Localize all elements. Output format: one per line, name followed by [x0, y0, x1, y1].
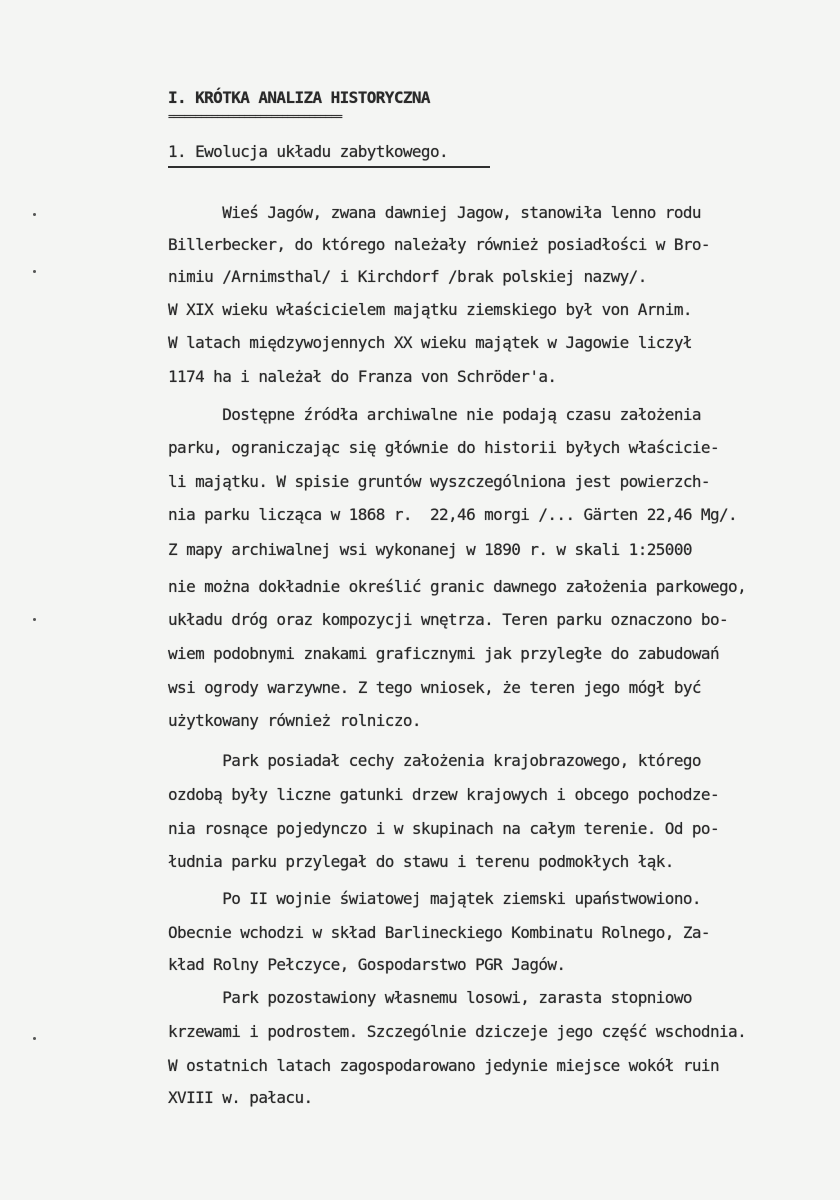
text-line: ozdobą były liczne gatunki drzew krajowych i obcego pochodze- [168, 785, 720, 804]
text-line: W ostatnich latach zagospodarowano jedynie miejsce wokół ruin [168, 1056, 720, 1075]
text-line: układu dróg oraz kompozycji wnętrza. Teren parku oznaczono bo- [168, 610, 729, 629]
text-line: łudnia parku przylegał do stawu i terenu podmokłych łąk. [168, 852, 674, 871]
margin-speck [33, 270, 36, 273]
text-line: Park pozostawiony własnemu losowi, zarasta stopniowo [168, 988, 692, 1007]
text-line: nia parku licząca w 1868 r. 22,46 morgi /... Gärten 22,46 Mg/. [168, 505, 738, 524]
heading-double-underline: ================================ [168, 110, 342, 123]
text-line: nimiu /Arnimsthal/ i Kirchdorf /brak polskiej nazwy/. [168, 267, 647, 286]
section-heading: I. KRÓTKA ANALIZA HISTORYCZNA [168, 88, 430, 107]
subsection-heading: 1. Ewolucja układu zabytkowego. [168, 142, 449, 161]
text-line: Z mapy archiwalnej wsi wykonanej w 1890 r. w skali 1:25000 [168, 540, 692, 559]
text-line: 1174 ha i należał do Franza von Schröder'a. [168, 367, 557, 386]
margin-speck [33, 1037, 36, 1040]
text-line: li majątku. W spisie gruntów wyszczególniona jest powierzch- [168, 472, 710, 491]
text-line: Billerbecker, do którego należały również posiadłości w Bro- [168, 235, 710, 254]
text-line: XVIII w. pałacu. [168, 1088, 313, 1107]
subheading-underline [168, 166, 490, 168]
text-line: kład Rolny Pełczyce, Gospodarstwo PGR Jagów. [168, 955, 566, 974]
text-line: wiem podobnymi znakami graficznymi jak przyległe do zabudowań [168, 644, 720, 663]
text-line: Wieś Jagów, zwana dawniej Jagow, stanowiła lenno rodu [168, 203, 701, 222]
text-line: nia rosnące pojedynczo i w skupinach na całym terenie. Od po- [168, 819, 720, 838]
text-line: parku, ograniczając się głównie do historii byłych właściciе- [168, 438, 720, 457]
text-line: Obecnie wchodzi w skład Barlineckiego Kombinatu Rolnego, Za- [168, 923, 710, 942]
text-line: W latach międzywojennych XX wieku majątek w Jagowie liczył [168, 333, 692, 352]
text-line: krzewami i podrostem. Szczególnie dziczeje jego część wschodnia. [168, 1022, 747, 1041]
margin-speck [33, 618, 36, 621]
text-line: Dostępne źródła archiwalne nie podają czasu założenia [168, 405, 701, 424]
text-line: Po II wojnie światowej majątek ziemski upaństwowiono. [168, 889, 701, 908]
text-line: Park posiadał cechy założenia krajobrazowego, którego [168, 751, 701, 770]
text-line: nie można dokładnie określić granic dawnego założenia parkowego, [168, 577, 747, 596]
text-line: użytkowany również rolniczo. [168, 711, 421, 730]
margin-speck [33, 213, 36, 216]
text-line: wsi ogrody warzywne. Z tego wniosek, że teren jego mógł być [168, 678, 701, 697]
text-line: W XIX wieku właścicielem majątku ziemskiego był von Arnim. [168, 300, 692, 319]
